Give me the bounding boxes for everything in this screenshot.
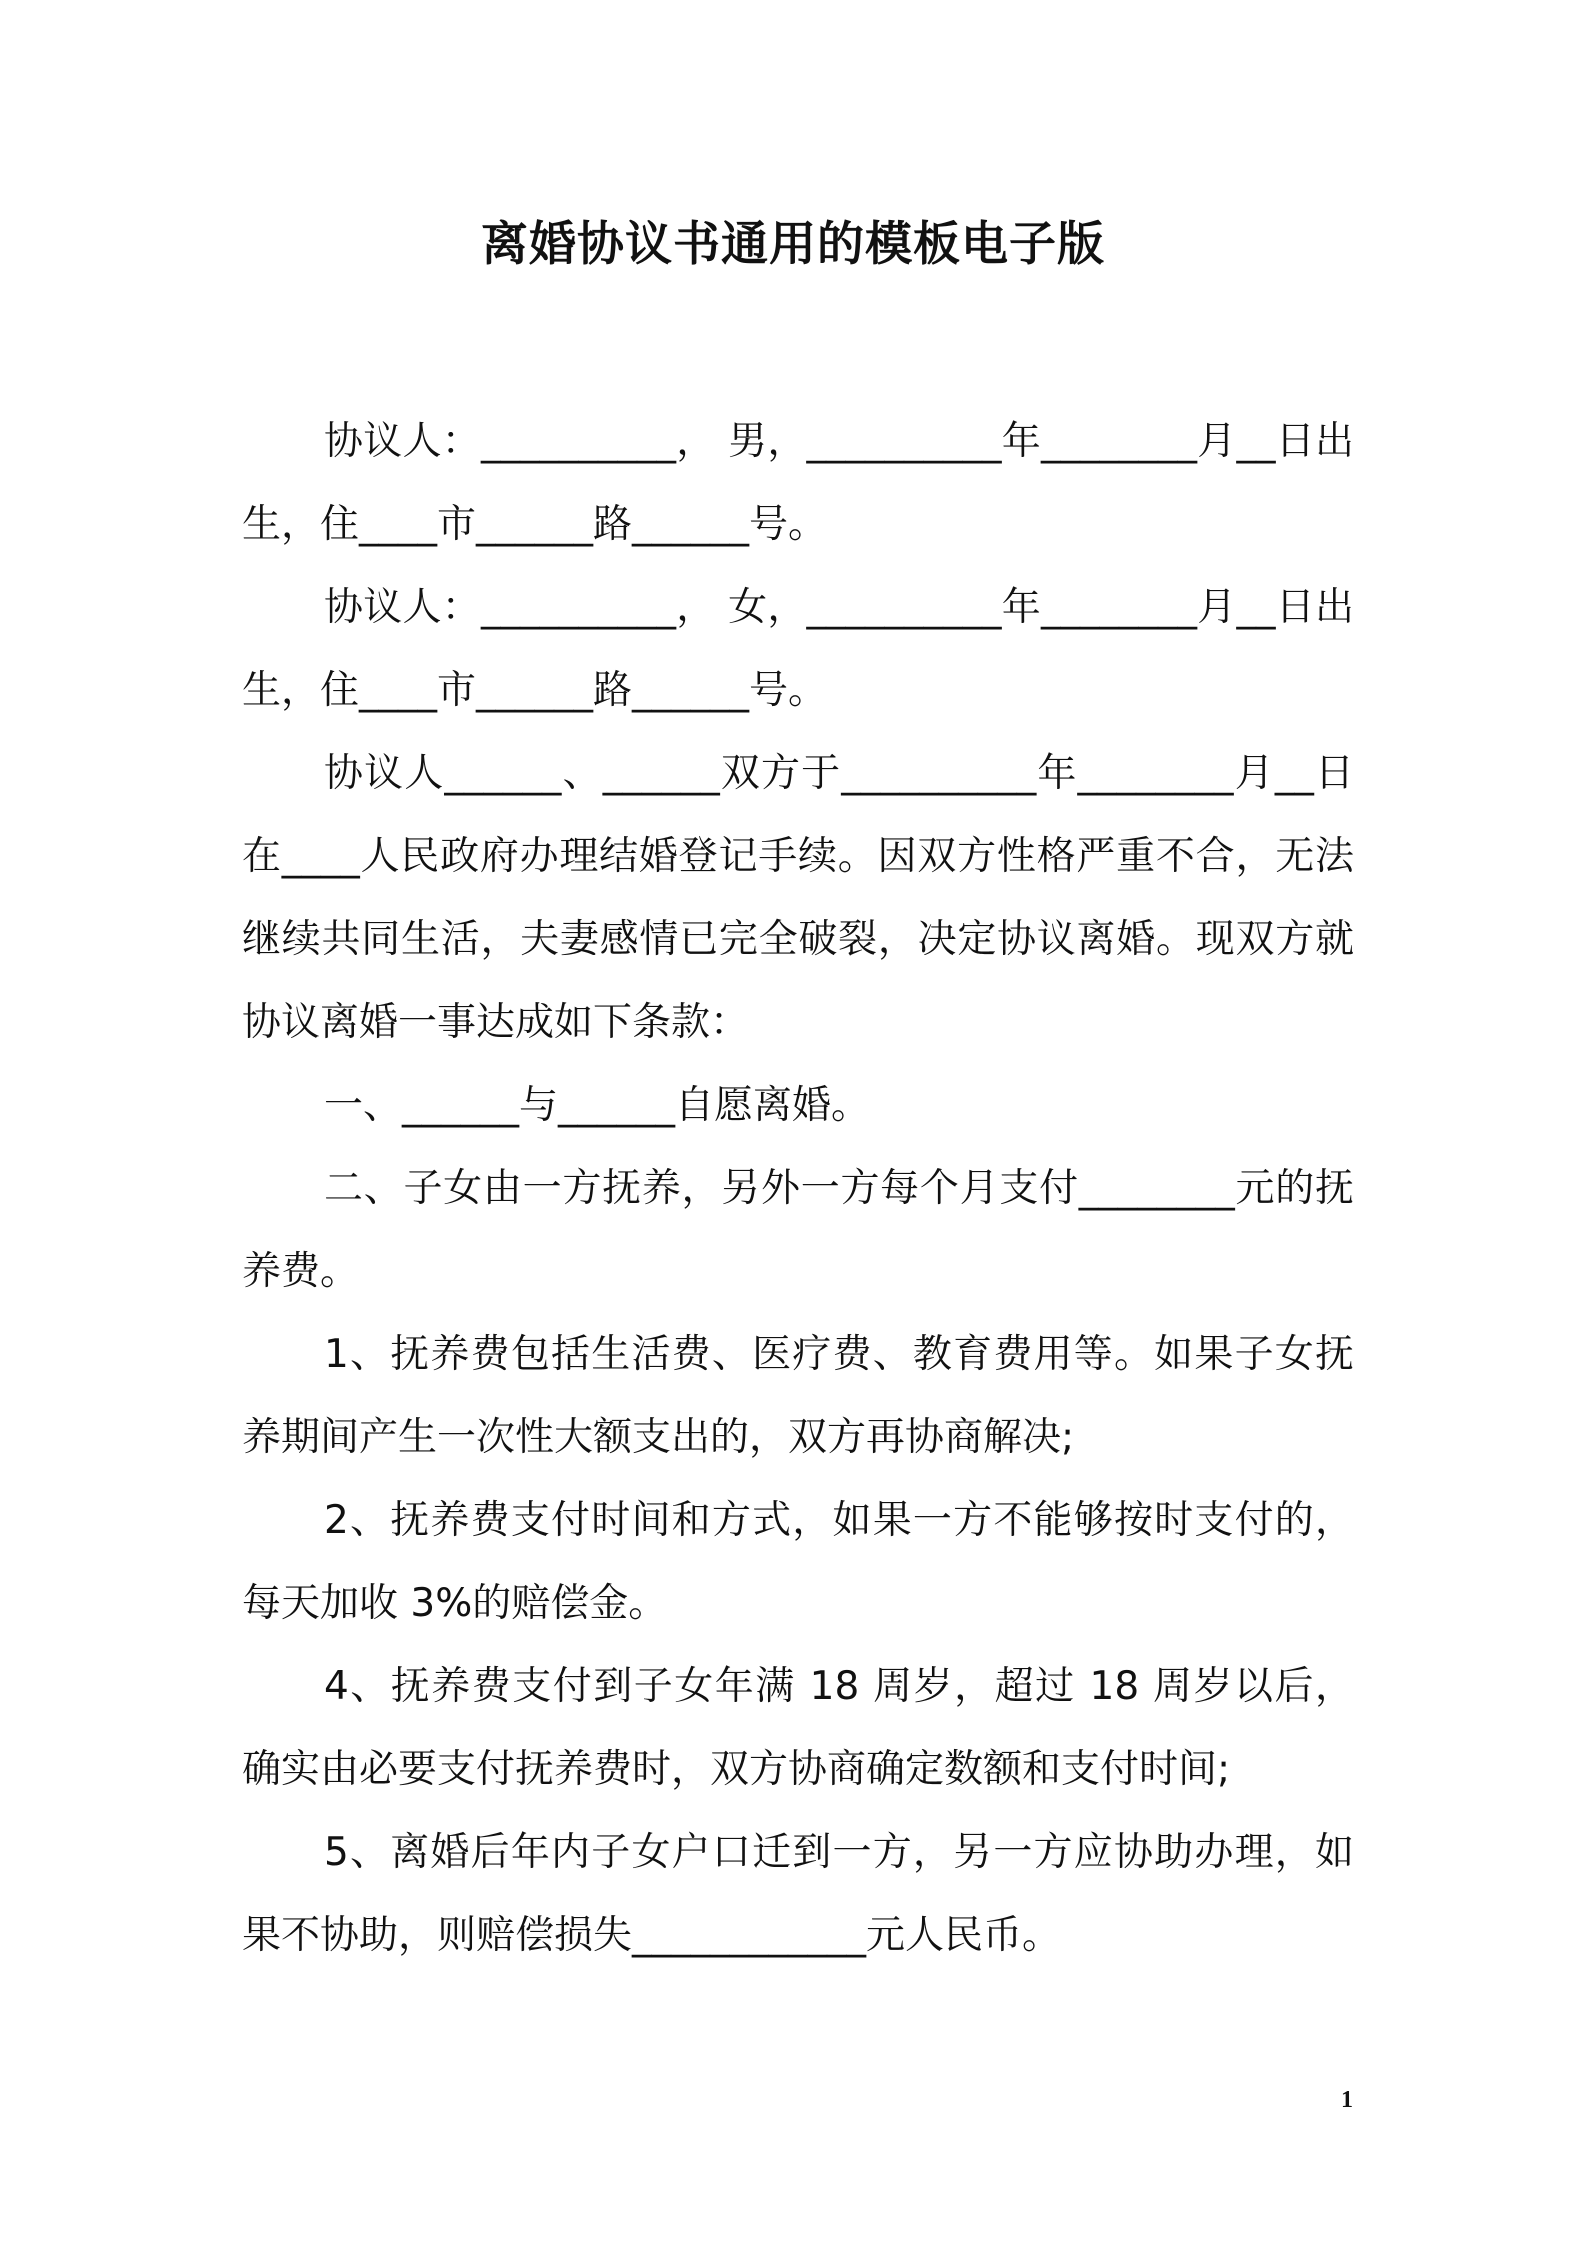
subclause-2: 2、抚养费支付时间和方式，如果一方不能够按时支付的，每天加收 3%的赔偿金。: [242, 1498, 1354, 1626]
document-body: [242, 400, 1354, 1977]
page-number: 1: [1341, 2087, 1353, 2113]
document-title: 离婚协议书通用的模板电子版: [481, 217, 1105, 272]
subclause-5: 5、离婚后年内子女户口迁到一方，另一方应协助办理，如果不协助，则赔偿损失____________元人民币。: [242, 1830, 1354, 1958]
clause-one: 一、______与______自愿离婚。: [324, 1083, 871, 1128]
clause-two: 二、子女由一方抚养，另外一方每个月支付________元的抚养费。: [242, 1166, 1354, 1294]
paragraph-marriage-background: 协议人______、______双方于__________年________月__日在____人民政府办理结婚登记手续。因双方性格严重不合，无法继续共同生活，夫妻感情已完全破裂，决定协议离婚。现双方就协议离婚一事达成如下条款：: [242, 751, 1354, 1045]
subclause-4: 4、抚养费支付到子女年满 18 周岁，超过 18 周岁以后，确实由必要支付抚养费时，双方协商确定数额和支付时间;: [242, 1664, 1354, 1792]
subclause-1: 1、抚养费包括生活费、医疗费、教育费用等。如果子女抚养期间产生一次性大额支出的，双方再协商解决;: [242, 1332, 1354, 1460]
paragraph-party-male: 协议人：__________， 男，__________年________月__日出生，住____市______路______号。: [242, 419, 1354, 547]
paragraph-party-female: 协议人：__________， 女，__________年________月__日出生，住____市______路______号。: [242, 585, 1354, 713]
